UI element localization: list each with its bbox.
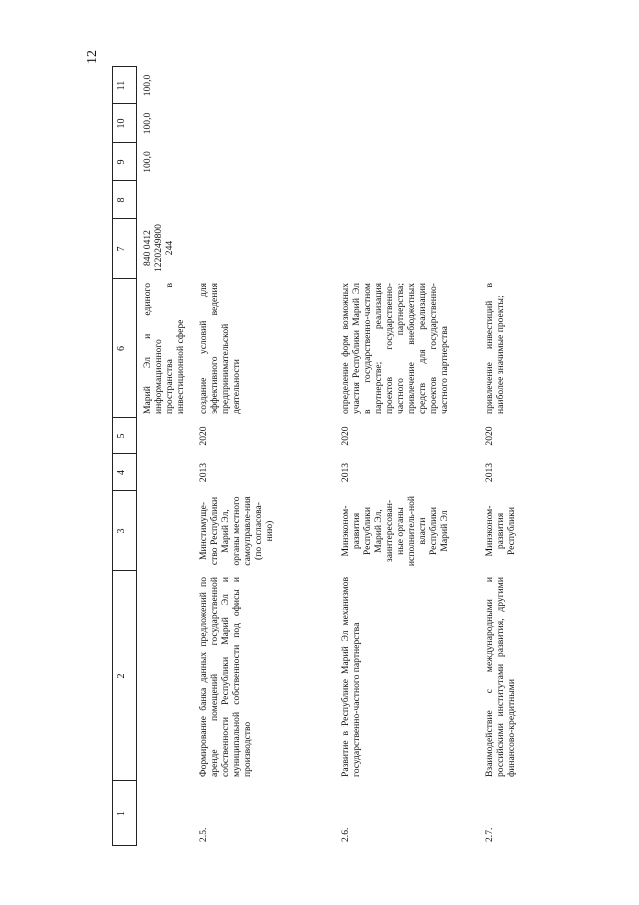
row-start-year: 2013	[198, 462, 209, 483]
header-col-5: 5	[116, 433, 127, 439]
row-number: 2.7.	[484, 827, 495, 842]
cont-result: Марий Эл и единого информационного пространства в инвестиционной сфере	[142, 283, 186, 414]
row-result: привлечение инвестиций в наиболее значимые проекты;	[484, 283, 506, 414]
header-bottom-rule	[136, 66, 137, 846]
row-title: Формирование банка данных предложений по аренде помещений государственной собственности Республики Марий Эл и муниципальной собственности под офисы и производство	[198, 577, 253, 777]
page-number: 12	[85, 50, 100, 64]
cont-kbk	[142, 219, 175, 277]
cont-value-9: 100,0	[142, 151, 153, 173]
kbk-line: 244	[164, 240, 175, 256]
cont-value-11: 100,0	[142, 74, 153, 97]
row-executor: Минэконом-развития Республики Марий Эл, заинтересован-ные органы исполнитель-ной власти Республики Марий Эл	[340, 495, 450, 567]
row-result: создание условий для эффективного ведения предпринимательской деятельности	[198, 283, 242, 414]
header-col-6: 6	[116, 346, 127, 351]
row-title: Взаимодействие с международными и российскими институтами развития, другими финансово-кредитными	[484, 577, 517, 777]
row-title: Развитие в Республике Марий Эл механизмов государственно-частного партнерства	[340, 577, 362, 777]
header-col-10: 10	[116, 118, 127, 129]
row-start-year: 2013	[484, 462, 495, 483]
row-result: определение форм возможных участия Республики Марий Эл в государственно-частном партнерстве; реализация проектов государственно-частного партнерства; привлечение внебюджетных средств для реализации проектов государственно-частного партнерства	[340, 283, 450, 414]
row-end-year: 2020	[198, 426, 209, 446]
row-executor: Минстимуще-ство Республики Марий Эл, органы местного самоуправле-ния (по согласова-нию)	[198, 496, 275, 566]
header-col-2: 2	[116, 673, 127, 679]
kbk-line: 840 0412	[142, 230, 153, 266]
header-top-rule	[112, 66, 113, 846]
row-number: 2.5.	[198, 827, 209, 842]
row-end-year: 2020	[484, 426, 495, 446]
header-col-7: 7	[116, 246, 127, 252]
header-col-8: 8	[116, 197, 127, 203]
header-col-1: 1	[116, 811, 127, 816]
header-col-9: 9	[116, 159, 127, 165]
cont-value-10: 100,0	[142, 112, 153, 135]
header-col-11: 11	[116, 80, 127, 91]
row-executor: Минэконом-развития Республики	[484, 505, 517, 557]
rotated-table	[112, 66, 542, 846]
row-number: 2.6.	[340, 827, 351, 842]
row-end-year: 2020	[340, 426, 351, 446]
row-start-year: 2013	[340, 462, 351, 483]
header-col-3: 3	[116, 528, 127, 534]
header-col-4: 4	[116, 470, 127, 475]
kbk-line: 1220249800	[153, 224, 164, 272]
